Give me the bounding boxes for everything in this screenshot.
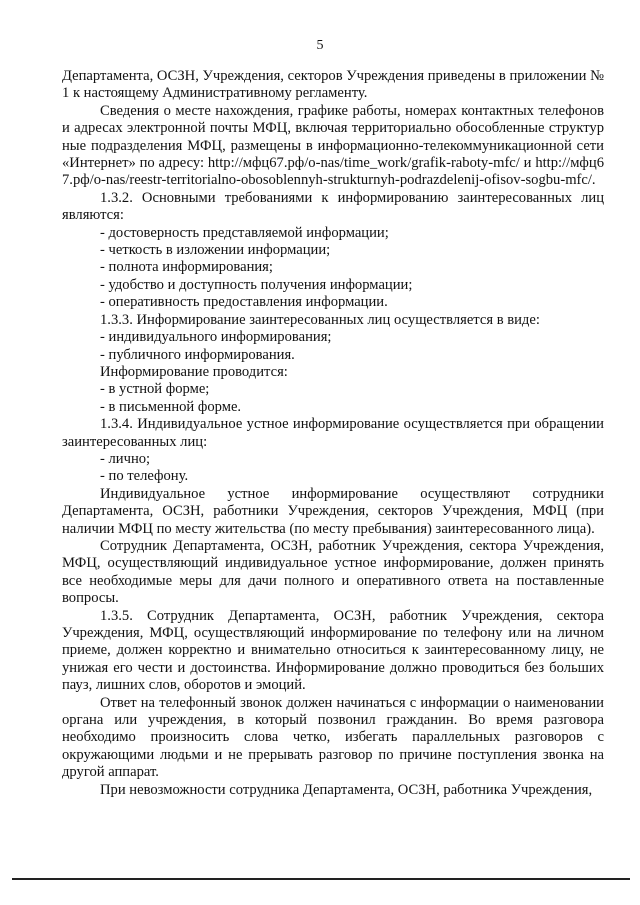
list-item: - лично;: [100, 450, 151, 467]
paragraph-ways-heading: Информирование проводится:: [100, 363, 288, 380]
paragraph-forms-heading: 1.3.3. Информирование заинтересованных лиц осуществляется в виде:: [100, 311, 540, 328]
list-item: - в письменной форме.: [100, 398, 242, 415]
list-item: - четкость в изложении информации;: [100, 242, 331, 259]
list-item: - публичного информирования.: [100, 346, 295, 363]
paragraph-mfc-info: Сведения о месте нахождения, графике работы, номерах контактных телефонов и адресах электронной почты МФЦ, включая территориально обособленные структурные подразделения МФЦ, размещены в информационно-телекоммуникационной сети «Интернет» по адресу: http://мфц67.рф/o-nas/time_work/grafik-raboty-mfc/ и http://мфц67.рф/o-nas/reestr-territorialno-obosoblennyh-strukturnyh-podrazdelenij-ofisov-sogbu-mfc/.: [62, 102, 604, 189]
page-number: 5: [316, 38, 324, 53]
document-body: [62, 68, 604, 799]
list-item: - по телефону.: [100, 468, 189, 485]
paragraph-continuation: Департамента, ОСЗН, Учреждения, секторов Учреждения приведены в приложении № 1 к настоящему Административному регламенту.: [62, 68, 604, 102]
paragraph-staff-duty: Сотрудник Департамента, ОСЗН, работник Учреждения, сектора Учреждения, МФЦ, осуществляющий индивидуальное устное информирование, должен принять все необходимые меры для дачи полного и оперативного ответа на поставленные вопросы.: [62, 537, 604, 607]
paragraph-requirements-heading: 1.3.2. Основными требованиями к информированию заинтересованных лиц являются:: [62, 189, 604, 224]
list-item: - индивидуального информирования;: [100, 329, 332, 346]
list-item: - оперативность предоставления информации.: [100, 294, 388, 311]
list-item: - удобство и доступность получения информации;: [100, 276, 413, 293]
paragraph-call-answer: Ответ на телефонный звонок должен начинаться с информации о наименовании органа или учреждения, в который позвонил гражданин. Во время разговора необходимо произносить слова четко, избегать параллельных разговоров с окружающими людьми и не прерывать разговор по причине поступления звонка на другой аппарат.: [62, 694, 604, 781]
paragraph-oral-heading: 1.3.4. Индивидуальное устное информирование осуществляется при обращении заинтересованных лиц:: [62, 416, 604, 450]
paragraph-phone-conduct: 1.3.5. Сотрудник Департамента, ОСЗН, работник Учреждения, сектора Учреждения, МФЦ, осуществляющий информирование по телефону или на личном приеме, должен корректно и внимательно относиться к заинтересованному лицу, не унижая его чести и достоинства. Информирование должно проводиться без больших пауз, лишних слов, оборотов и эмоций.: [62, 607, 604, 694]
list-item: - в устной форме;: [100, 381, 210, 398]
paragraph-oral-staff: Индивидуальное устное информирование осуществляют сотрудники Департамента, ОСЗН, работники Учреждения, секторов Учреждения, МФЦ (при наличии МФЦ по месту жительства (по месту пребывания) заинтересованного лица).: [62, 485, 604, 537]
page-bottom-rule: [12, 878, 630, 880]
paragraph-impossibility: При невозможности сотрудника Департамента, ОСЗН, работника Учреждения,: [100, 781, 593, 798]
list-item: - достоверность представляемой информации;: [100, 224, 389, 241]
list-item: - полнота информирования;: [100, 259, 273, 276]
